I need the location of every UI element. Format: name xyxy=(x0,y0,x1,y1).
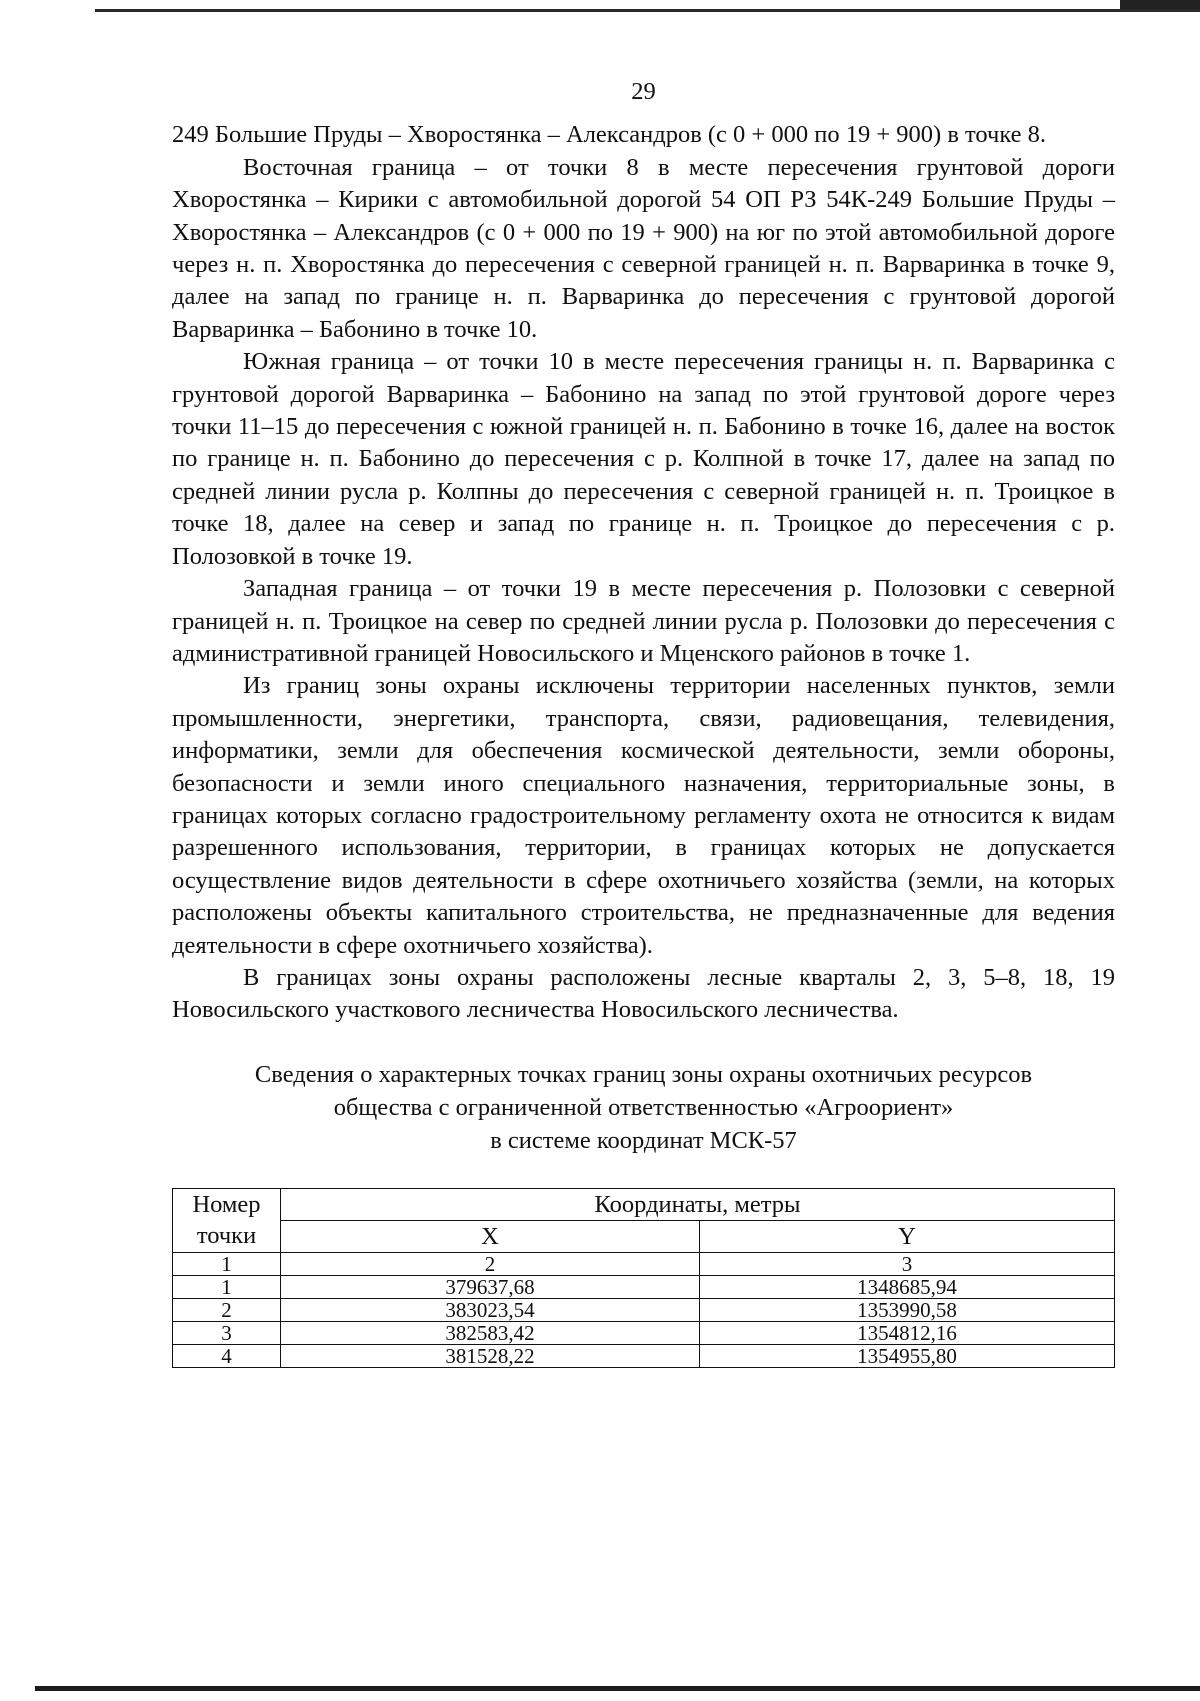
column-numbers-row xyxy=(173,1252,1115,1275)
table-row xyxy=(173,1321,1115,1344)
x-coordinate-cell: 383023,54 xyxy=(281,1298,700,1321)
paragraph-eastern-border: Восточная граница – от точки 8 в месте пересечения грунтовой дороги Хворостянка – Кирики с автомобильной дорогой 54 ОП РЗ 54К-249 Большие Пруды – Хворостянка – Александров (с 0 + 000 по 19 + 900) на юг по этой автомобильной дороге через н. п. Хворостянка до пересечения с северной границей н. п. Варваринка в точке 9, далее на запад по границе н. п. Варваринка до пересечения с грунтовой дорогой Варваринка – Бабонино в точке 10. xyxy=(172,153,1115,343)
table-caption-line-1: Сведения о характерных точках границ зоны охраны охотничьих ресурсов xyxy=(254,1060,1033,1088)
table-caption-line-2: общества с ограниченной ответственностью «Агроориент» xyxy=(333,1093,954,1121)
table-caption xyxy=(172,1058,1115,1157)
header-x: X xyxy=(281,1220,700,1252)
x-coordinate-cell: 379637,68 xyxy=(281,1275,700,1298)
column-number-2: 2 xyxy=(281,1252,700,1275)
scan-edge-top xyxy=(95,9,1200,12)
paragraph-continuation: 249 Большие Пруды – Хворостянка – Александров (с 0 + 000 по 19 + 900) в точке 8. xyxy=(172,121,1047,149)
table-caption-line-3: в системе координат МСК-57 xyxy=(490,1126,797,1154)
point-number-cell: 1 xyxy=(173,1275,281,1298)
point-number-cell: 3 xyxy=(173,1321,281,1344)
table-header-row xyxy=(173,1188,1115,1220)
column-number-1: 1 xyxy=(173,1252,281,1275)
page-number: 29 xyxy=(631,78,656,105)
paragraph-southern-border: Южная граница – от точки 10 в месте пересечения границы н. п. Варваринка с грунтовой дорогой Варваринка – Бабонино на запад по этой грунтовой дороге через точки 11–15 до пересечения с южной границей н. п. Бабонино в точке 16, далее на восток по границе н. п. Бабонино до пересечения с р. Колпной в точке 17, далее на запад по средней линии русла р. Колпны до пересечения с северной границей н. п. Троицкое в точке 18, далее на север и запад по границе н. п. Троицкое до пересечения с р. Полозовкой в точке 19. xyxy=(172,348,1115,570)
x-coordinate-cell: 382583,42 xyxy=(281,1321,700,1344)
y-coordinate-cell: 1354955,80 xyxy=(700,1344,1115,1367)
point-number-cell: 2 xyxy=(173,1298,281,1321)
paragraph-western-border: Западная граница – от точки 19 в месте пересечения р. Полозовки с северной границей н. п. Троицкое на север по средней линии русла р. Полозовки до пересечения с административной границей Новосильского и Мценского районов в точке 1. xyxy=(172,575,1115,667)
scan-edge-top-corner xyxy=(1120,0,1200,9)
table-row xyxy=(173,1344,1115,1367)
y-coordinate-cell: 1348685,94 xyxy=(700,1275,1115,1298)
header-y: Y xyxy=(700,1220,1115,1252)
table-row xyxy=(173,1275,1115,1298)
scan-edge-bottom xyxy=(35,1686,1200,1691)
y-coordinate-cell: 1354812,16 xyxy=(700,1321,1115,1344)
paragraph-forest-quarters: В границах зоны охраны расположены лесные кварталы 2, 3, 5–8, 18, 19 Новосильского участкового лесничества Новосильского лесничества. xyxy=(172,963,1115,1024)
coordinates-table xyxy=(172,1188,1115,1368)
point-number-cell: 4 xyxy=(173,1344,281,1367)
table-row xyxy=(173,1298,1115,1321)
document-page xyxy=(172,76,1115,1368)
table-subheader-row xyxy=(173,1220,1115,1252)
header-coordinates: Координаты, метры xyxy=(281,1188,1115,1220)
paragraph-exclusions: Из границ зоны охраны исключены территории населенных пунктов, земли промышленности, энергетики, транспорта, связи, радиовещания, телевидения, информатики, земли для обеспечения космической деятельности, земли обороны, безопасности и земли иного специального назначения, территориальные зоны, в границах которых согласно градостроительному регламенту охота не относится к видам разрешенного использования, территории, в границах которых не допускается осуществление видов деятельности в сфере охотничьего хозяйства (земли, на которых расположены объекты капитального строительства, не предназначенные для ведения деятельности в сфере охотничьего хозяйства). xyxy=(172,672,1115,959)
header-point-number: Номер точки xyxy=(173,1188,281,1252)
column-number-3: 3 xyxy=(700,1252,1115,1275)
x-coordinate-cell: 381528,22 xyxy=(281,1344,700,1367)
y-coordinate-cell: 1353990,58 xyxy=(700,1298,1115,1321)
